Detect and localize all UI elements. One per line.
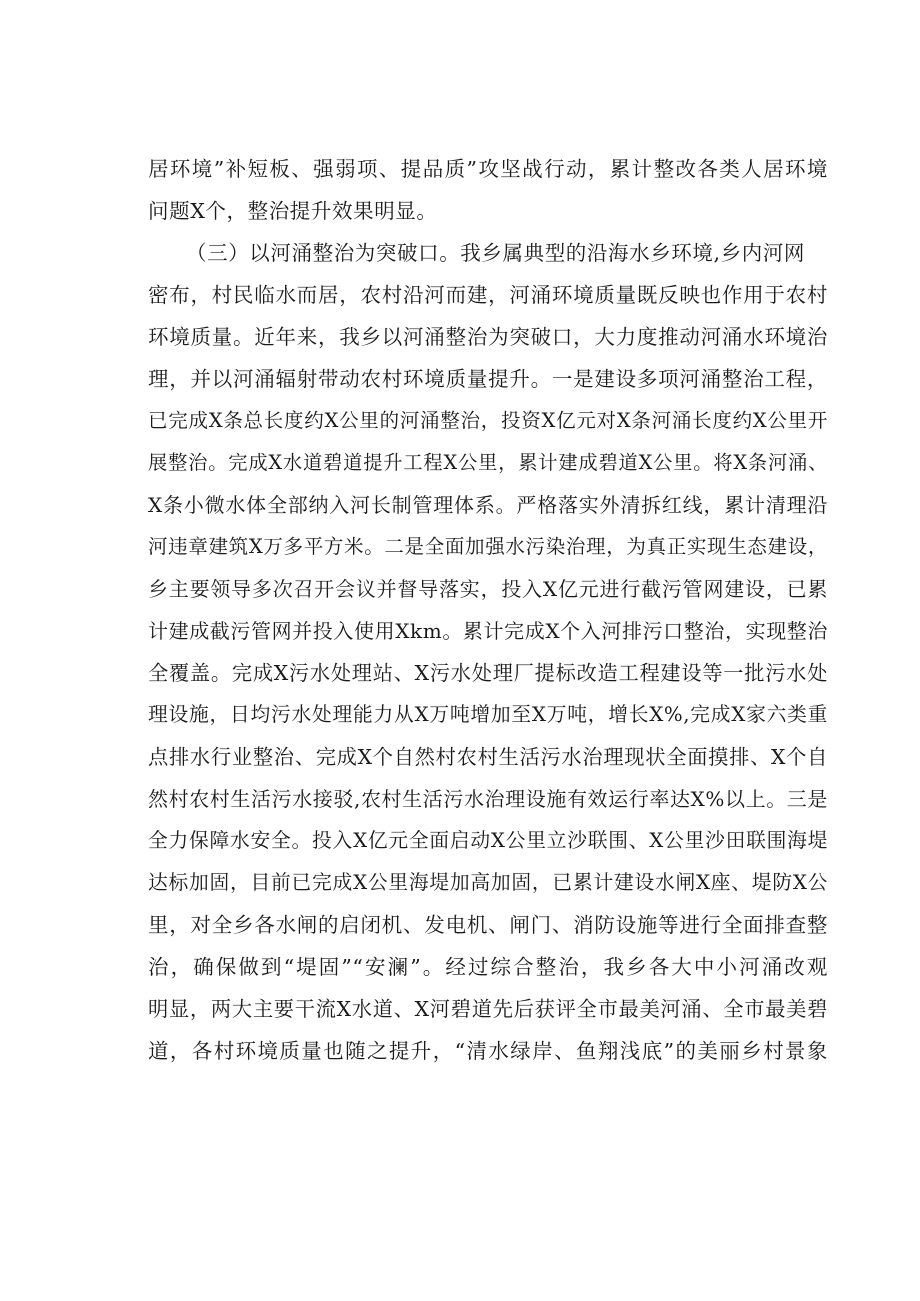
text-line: 治，确保做到“堤固”“安澜”。经过综合整治，我乡各大中小河涌改观	[148, 955, 828, 979]
text-line: 点排水行业整治、完成X个自然村农村生活污水治理现状全面摸排、X个自	[148, 745, 828, 769]
text-line: 达标加固，目前已完成X公里海堤加高加固，已累计建设水闸X座、堤防X公	[148, 871, 828, 894]
text-line: 环境质量。近年来，我乡以河涌整治为突破口，大力度推动河涌水环境治	[148, 325, 828, 349]
text-line: 密布，村民临水而居，农村沿河而建，河涌环境质量既反映也作用于农村	[148, 283, 828, 307]
text-line: 里，对全乡各水闸的启闭机、发电机、闸门、消防设施等进行全面排查整	[148, 913, 828, 937]
text-line: 计建成截污管网并投入使用Xkm。累计完成X个入河排污口整治，实现整治	[148, 619, 828, 643]
text-line: 然村农村生活污水接驳,农村生活污水治理设施有效运行率达X%以上。三是	[148, 787, 828, 811]
text-line: 理设施，日均污水处理能力从X万吨增加至X万吨，增长X%,完成X家六类重	[148, 703, 828, 726]
text-line: 乡主要领导多次召开会议并督导落实，投入X亿元进行截污管网建设，已累	[148, 577, 828, 601]
body-text	[148, 148, 828, 1072]
text-line: 河违章建筑X万多平方米。二是全面加强水污染治理，为真正实现生态建设，	[148, 535, 828, 558]
text-line: 居环境”补短板、强弱项、提品质”攻坚战行动，累计整改各类人居环境	[148, 157, 828, 181]
text-line: 展整治。完成X水道碧道提升工程X公里，累计建成碧道X公里。将X条河涌、	[148, 451, 828, 474]
text-line: 全力保障水安全。投入X亿元全面启动X公里立沙联围、X公里沙田联围海堤	[148, 829, 828, 852]
text-line: 道，各村环境质量也随之提升，“清水绿岸、鱼翔浅底”的美丽乡村景象	[148, 1039, 828, 1063]
text-line: X条小微水体全部纳入河长制管理体系。严格落实外清拆红线，累计清理沿	[148, 493, 828, 517]
text-line: 问题X个，整治提升效果明显。	[148, 199, 438, 223]
text-line: 理，并以河涌辐射带动农村环境质量提升。一是建设多项河涌整治工程，	[148, 367, 828, 391]
text-line: 全覆盖。完成X污水处理站、X污水处理厂提标改造工程建设等一批污水处	[148, 661, 828, 685]
text-line: 已完成X条总长度约X公里的河涌整治，投资X亿元对X条河涌长度约X公里开	[148, 409, 828, 432]
text-line: 明显，两大主要干流X水道、X河碧道先后获评全市最美河涌、全市最美碧	[148, 997, 828, 1021]
paragraph-first-line: （三）以河涌整治为突破口。我乡属典型的沿海水乡环境,乡内河网	[186, 241, 806, 265]
